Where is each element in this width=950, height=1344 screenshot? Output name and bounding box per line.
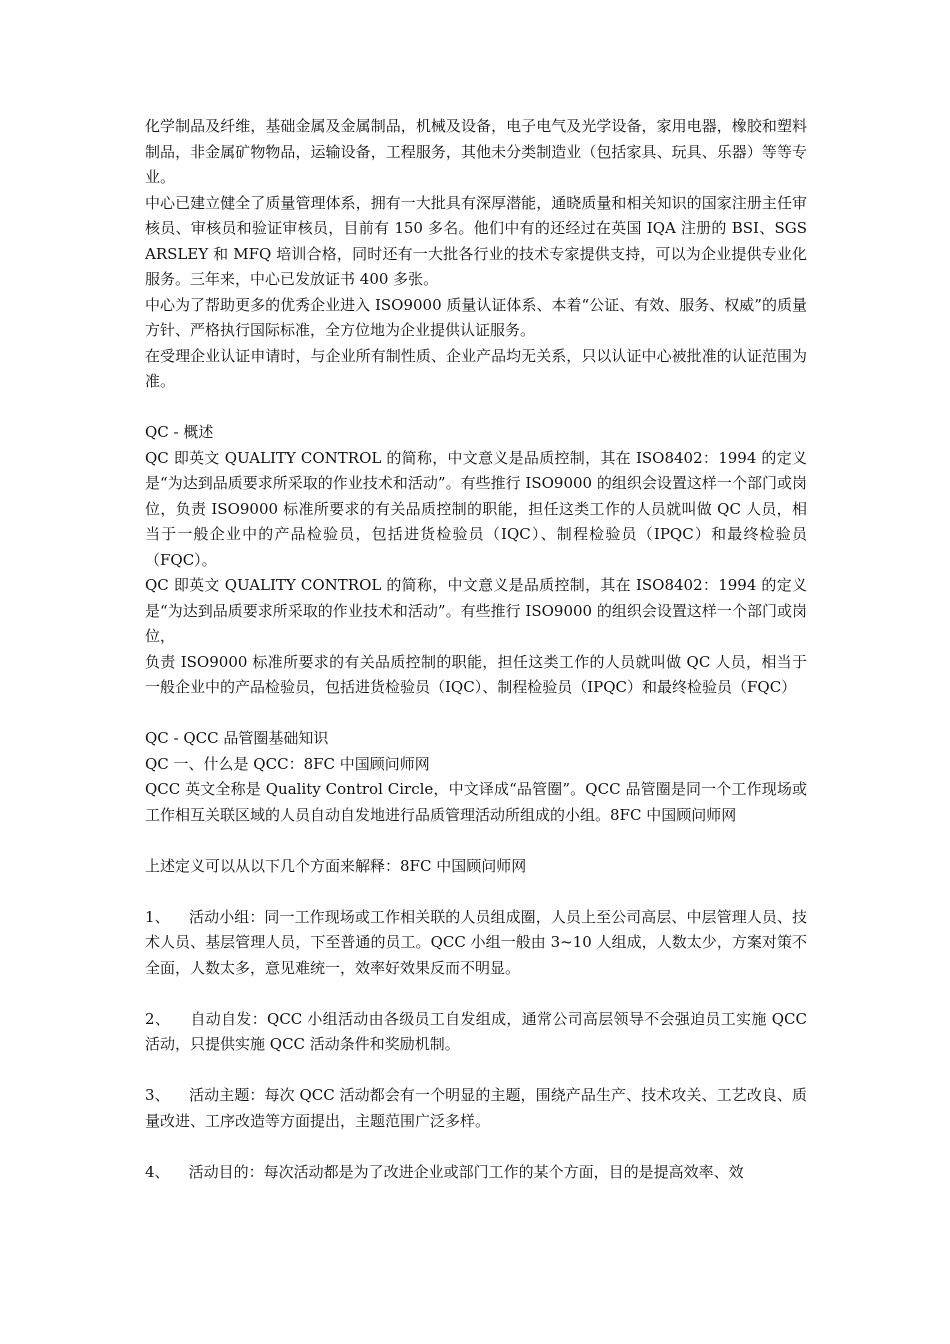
paragraph-mission: 中心为了帮助更多的优秀企业进入 ISO9000 质量认证体系、本着“公证、有效、服务、权威”的质量方针、严格执行国际标准，全方位地为企业提供认证服务。 [145,295,807,339]
paragraph-industries: 化学制品及纤维，基础金属及金属制品，机械及设备，电子电气及光学设备，家用电器，橡胶和塑料制品，非金属矿物物品，运输设备，工程服务，其他未分类制造业（包括家具、玩具、乐器）等等专业。 [145,117,807,186]
paragraph-qc-definition-1: QC 即英文 QUALITY CONTROL 的简称，中文意义是品质控制，其在 ISO8402：1994 的定义是“为达到品质要求所采取的作业技术和活动”。有些推行 ISO9000 的组织会设置这样一个部门或岗位，负责 ISO9000 标准所要求的有关品质控制的职能，担任这类工作的人员就叫做 QC 人员，相当于一般企业中的产品检验员，包括进货检验员（IQC）、制程检验员（IPQC）和最终检验员（FQC）。 [145,448,807,569]
heading-qc-overview: QC - 概述 [145,423,214,441]
paragraph-scope: 在受理企业认证申请时，与企业所有制性质、企业产品均无关系，只以认证中心被批准的认证范围为准。 [145,346,807,390]
blank-line [145,981,807,1007]
blank-line [145,395,807,421]
blank-line [145,701,807,727]
paragraph-explanation-intro: 上述定义可以从以下几个方面来解释：8FC 中国顾问师网 [145,856,527,875]
paragraph-qc-definition-2b: 负责 ISO9000 标准所要求的有关品质控制的职能，担任这类工作的人员就叫做 QC 人员，相当于一般企业中的产品检验员，包括进货检验员（IQC）、制程检验员（IPQC）和最终检验员（FQC） [145,652,807,696]
paragraph-qcc-definition: QCC 英文全称是 Quality Control Circle，中文译成“品管圈”。QCC 品管圈是同一个工作现场或工作相互关联区域的人员自动自发地进行品质管理活动所组成的小组。8FC 中国顾问师网 [145,780,807,824]
blank-line [145,828,807,854]
heading-qcc-basics: QC - QCC 品管圈基础知识 [145,729,329,747]
blank-line [145,879,807,905]
heading-what-is-qcc: QC 一、什么是 QCC：8FC 中国顾问师网 [145,754,430,773]
blank-line [145,1134,807,1160]
document-body [145,114,812,1185]
paragraph-auditors: 中心已建立健全了质量管理体系，拥有一大批具有深厚潜能，通晓质量和相关知识的国家注册主任审核员、审核员和验证审核员，目前有 150 多名。他们中有的还经过在英国 IQA 注册的 BSI、SGS ARSLEY 和 MFQ 培训合格，同时还有一大批各行业的技术专家提供支持，可以为企业提供专业化服务。三年来，中心已发放证书 400 多张。 [145,193,807,288]
list-item-2: 2、 自动自发：QCC 小组活动由各级员工自发组成，通常公司高层领导不会强迫员工实施 QCC 活动，只提供实施 QCC 活动条件和奖励机制。 [145,1009,812,1053]
list-item-1: 1、 活动小组：同一工作现场或工作相关联的人员组成圈，人员上至公司高层、中层管理人员、技术人员、基层管理人员，下至普通的员工。QCC 小组一般由 3~10 人组成，人数太少，方案对策不全面，人数太多，意见难统一，效率好效果反而不明显。 [145,907,807,977]
blank-line [145,1058,807,1084]
paragraph-qc-definition-2a: QC 即英文 QUALITY CONTROL 的简称，中文意义是品质控制，其在 ISO8402：1994 的定义是“为达到品质要求所采取的作业技术和活动”。有些推行 ISO9000 的组织会设置这样一个部门或岗位， [145,576,807,645]
list-item-4: 4、 活动目的：每次活动都是为了改进企业或部门工作的某个方面，目的是提高效率、效 [145,1162,744,1181]
list-item-3: 3、 活动主题：每次 QCC 活动都会有一个明显的主题，围绕产品生产、技术攻关、工艺改良、质量改进、工序改造等方面提出，主题范围广泛多样。 [145,1086,807,1130]
